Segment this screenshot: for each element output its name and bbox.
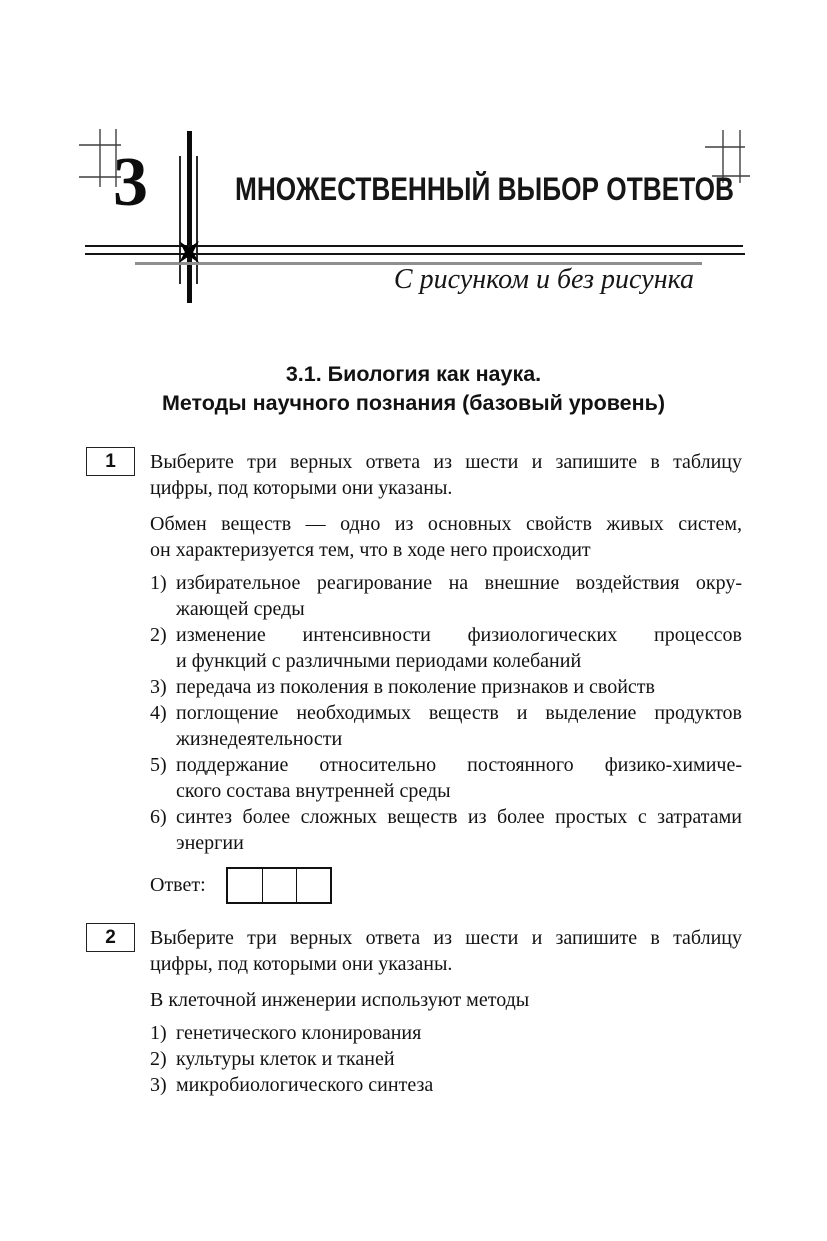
option-text [176,804,742,856]
questions-area [105,449,742,1098]
divider-line [187,131,192,303]
answer-row [150,866,742,904]
option-text [176,674,742,700]
option-item [150,752,742,804]
option-text [176,1046,742,1072]
text-line: жизнедеятельности [176,728,343,750]
question-2 [105,925,742,1098]
text-line: культуры клеток и тканей [176,1048,395,1070]
answer-cell [228,869,262,902]
option-marker: 2) [150,624,167,646]
question-stem [150,511,742,563]
text-line: и функций с различными периодами колебаний [176,650,582,672]
option-text [176,1020,742,1046]
chapter-title: МНОЖЕСТВЕННЫЙ ВЫБОР ОТВЕТОВ [235,171,734,207]
text-line: энергии [176,832,244,854]
text-line: он характеризуется тем, что в ходе него происходит [150,539,591,561]
option-marker: 6) [150,806,167,828]
option-text [176,752,742,804]
text-line: Обмен веществ — одно из основных свойств живых систем, [150,513,742,535]
option-item [150,700,742,752]
text-line: изменение интенсивности физиологических процессов [176,624,742,646]
text-line: цифры, под которыми они указаны. [150,953,453,975]
text-line: жающей среды [176,598,305,620]
text-line: поглощение необходимых веществ и выделение продуктов [176,702,742,724]
question-stem [150,987,742,1013]
answer-label: Ответ: [150,874,206,896]
question-instruction [150,925,742,977]
option-item [150,804,742,856]
chapter-number: 3 [113,144,148,221]
text-line: передача из поколения в поколение признаков и свойств [176,676,655,698]
option-item [150,1072,742,1098]
answer-cell [296,869,330,902]
option-text [176,622,742,674]
option-item [150,570,742,622]
options-list [150,1020,742,1098]
question-number-box: 2 [86,923,135,952]
text-line: микробиологического синтеза [176,1074,434,1096]
text-line: синтез более сложных веществ из более простых с затратами [176,806,742,828]
option-marker: 3) [150,676,167,698]
option-marker: 2) [150,1048,167,1070]
question-instruction [150,449,742,501]
text-line: Выберите три верных ответа из шести и запишите в таблицу [150,451,742,473]
option-marker: 3) [150,1074,167,1096]
option-marker: 5) [150,754,167,776]
option-item [150,622,742,674]
text-line: поддержание относительно постоянного физико-химиче- [176,754,742,776]
question-1 [105,449,742,904]
option-marker: 4) [150,702,167,724]
option-item [150,1046,742,1072]
section-title-line: 3.1. Биология как наука. [285,362,542,386]
option-marker: 1) [150,1022,167,1044]
text-line: Выберите три верных ответа из шести и запишите в таблицу [150,927,742,949]
text-line: избирательное реагирование на внешние воздействия окру- [176,572,742,594]
option-text [176,570,742,622]
answer-cell [262,869,296,902]
question-number-box: 1 [86,447,135,476]
section-title-line: Методы научного познания (базовый уровень) [161,391,666,415]
chapter-subtitle: С рисунком и без рисунка [393,264,694,295]
text-line: ского состава внутренней среды [176,780,451,802]
option-item [150,674,742,700]
option-text [176,700,742,752]
option-marker: 1) [150,572,167,594]
option-text [176,1072,742,1098]
text-line: генетического клонирования [176,1022,422,1044]
text-line: В клеточной инженерии используют методы [150,989,530,1011]
section-title [0,360,827,418]
answer-table [226,867,332,904]
options-list [150,570,742,856]
text-line: цифры, под которыми они указаны. [150,477,453,499]
option-item [150,1020,742,1046]
